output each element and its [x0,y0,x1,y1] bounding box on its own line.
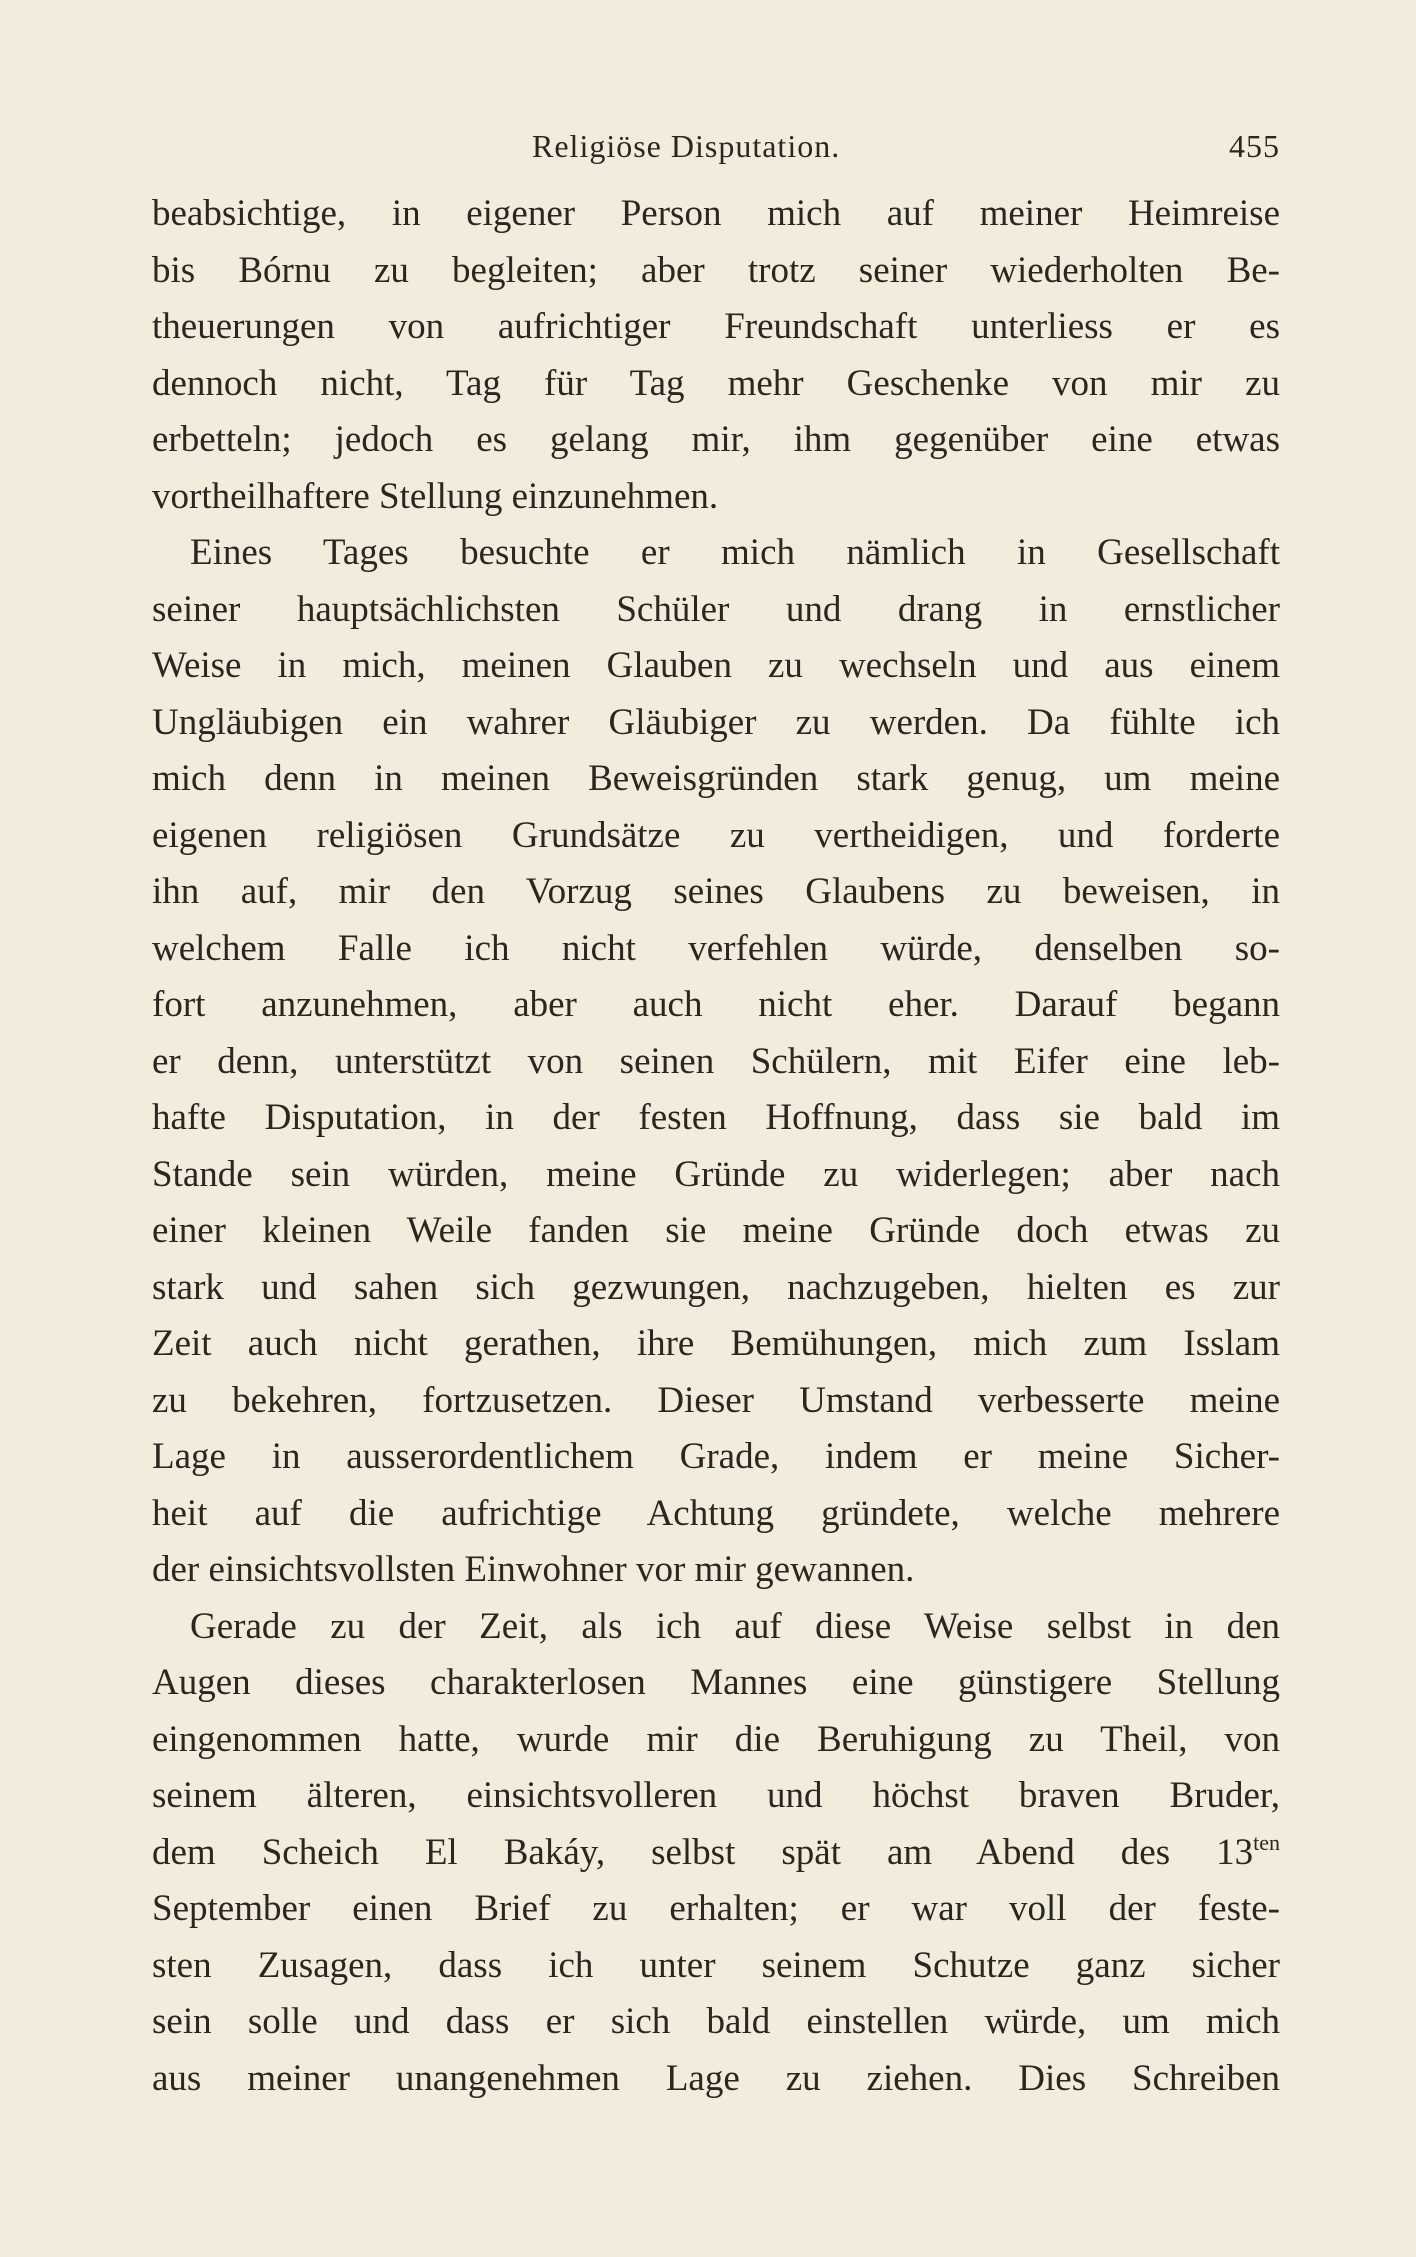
text-line: eigenen religiösen Grundsätze zu vertheidigen, und forderte [152,814,1280,856]
text-line: Gerade zu der Zeit, als ich auf diese Weise selbst in den [190,1605,1280,1647]
text-line: einer kleinen Weile fanden sie meine Gründe doch etwas zu [152,1210,1280,1251]
text-line: Eines Tages besuchte er mich nämlich in Gesellschaft [190,532,1280,573]
text-line: ihn auf, mir den Vorzug seines Glaubens zu beweisen, in [152,871,1280,912]
paragraph-3 [152,1599,1280,2108]
text-line: mich denn in meinen Beweisgründen stark genug, um meine [152,758,1280,799]
text-line: aus meiner unangenehmen Lage zu ziehen. Dies Schreiben [152,2057,1280,2099]
text-line: welchem Falle ich nicht verfehlen würde, denselben so- [152,927,1280,969]
text-line: beabsichtige, in eigener Person mich auf meiner Heimreise [152,193,1280,234]
text-line: Stande sein würden, meine Gründe zu widerlegen; aber nach [152,1153,1280,1195]
text-line: heit auf die aufrichtige Achtung gründete, welche mehrere [152,1492,1280,1534]
running-head: Religiöse Disputation. [532,128,841,164]
text-line: Lage in ausserordentlichem Grade, indem er meine Sicher- [152,1436,1280,1477]
text-line: Zeit auch nicht gerathen, ihre Bemühungen, mich zum Isslam [152,1323,1280,1364]
paragraph-2 [152,525,1280,1599]
text-line: Augen dieses charakterlosen Mannes eine günstigere Stellung [152,1662,1280,1703]
text-line: zu bekehren, fortzusetzen. Dieser Umstand verbesserte meine [152,1379,1280,1421]
text-line: Weise in mich, meinen Glauben zu wechseln und aus einem [152,645,1280,686]
text-line: stark und sahen sich gezwungen, nachzugeben, hielten es zur [152,1266,1280,1308]
text-line: theuerungen von aufrichtiger Freundschaft unterliess er es [152,306,1280,347]
text-line-with-superscript [152,1825,1280,1882]
superscript-ordinal: ten [1253,1829,1280,1855]
body-text [152,186,1280,2107]
text-line: September einen Brief zu erhalten; er war voll der feste- [152,1888,1280,1929]
paragraph-1 [152,186,1280,525]
text-line: erbetteln; jedoch es gelang mir, ihm gegenüber eine etwas [152,419,1280,460]
text-line: fort anzunehmen, aber auch nicht eher. Darauf begann [152,984,1280,1025]
text-line: hafte Disputation, in der festen Hoffnung, dass sie bald im [152,1097,1280,1138]
text-line: Ungläubigen ein wahrer Gläubiger zu werden. Da fühlte ich [152,701,1280,743]
date-line-text: dem Scheich El Bakáy, selbst spät am Abend des 13 [152,1831,1254,1873]
text-line: sein solle und dass er sich bald einstellen würde, um mich [152,2001,1280,2042]
page-header [152,128,1280,168]
text-line: seinem älteren, einsichtsvolleren und höchst braven Bruder, [152,1775,1280,1816]
text-line: seiner hauptsächlichsten Schüler und drang in ernstlicher [152,588,1280,630]
text-line: sten Zusagen, dass ich unter seinem Schutze ganz sicher [152,1944,1280,1986]
page-number: 455 [1229,128,1280,164]
text-line: dennoch nicht, Tag für Tag mehr Geschenke von mir zu [152,362,1280,404]
text-line: er denn, unterstützt von seinen Schülern, mit Eifer eine leb- [152,1040,1280,1082]
text-line: bis Bórnu zu begleiten; aber trotz seiner wiederholten Be- [152,249,1280,291]
text-line: der einsichtsvollsten Einwohner vor mir gewannen. [152,1549,915,1590]
text-line: eingenommen hatte, wurde mir die Beruhigung zu Theil, von [152,1718,1280,1760]
text-line: vortheilhaftere Stellung einzunehmen. [152,475,719,517]
